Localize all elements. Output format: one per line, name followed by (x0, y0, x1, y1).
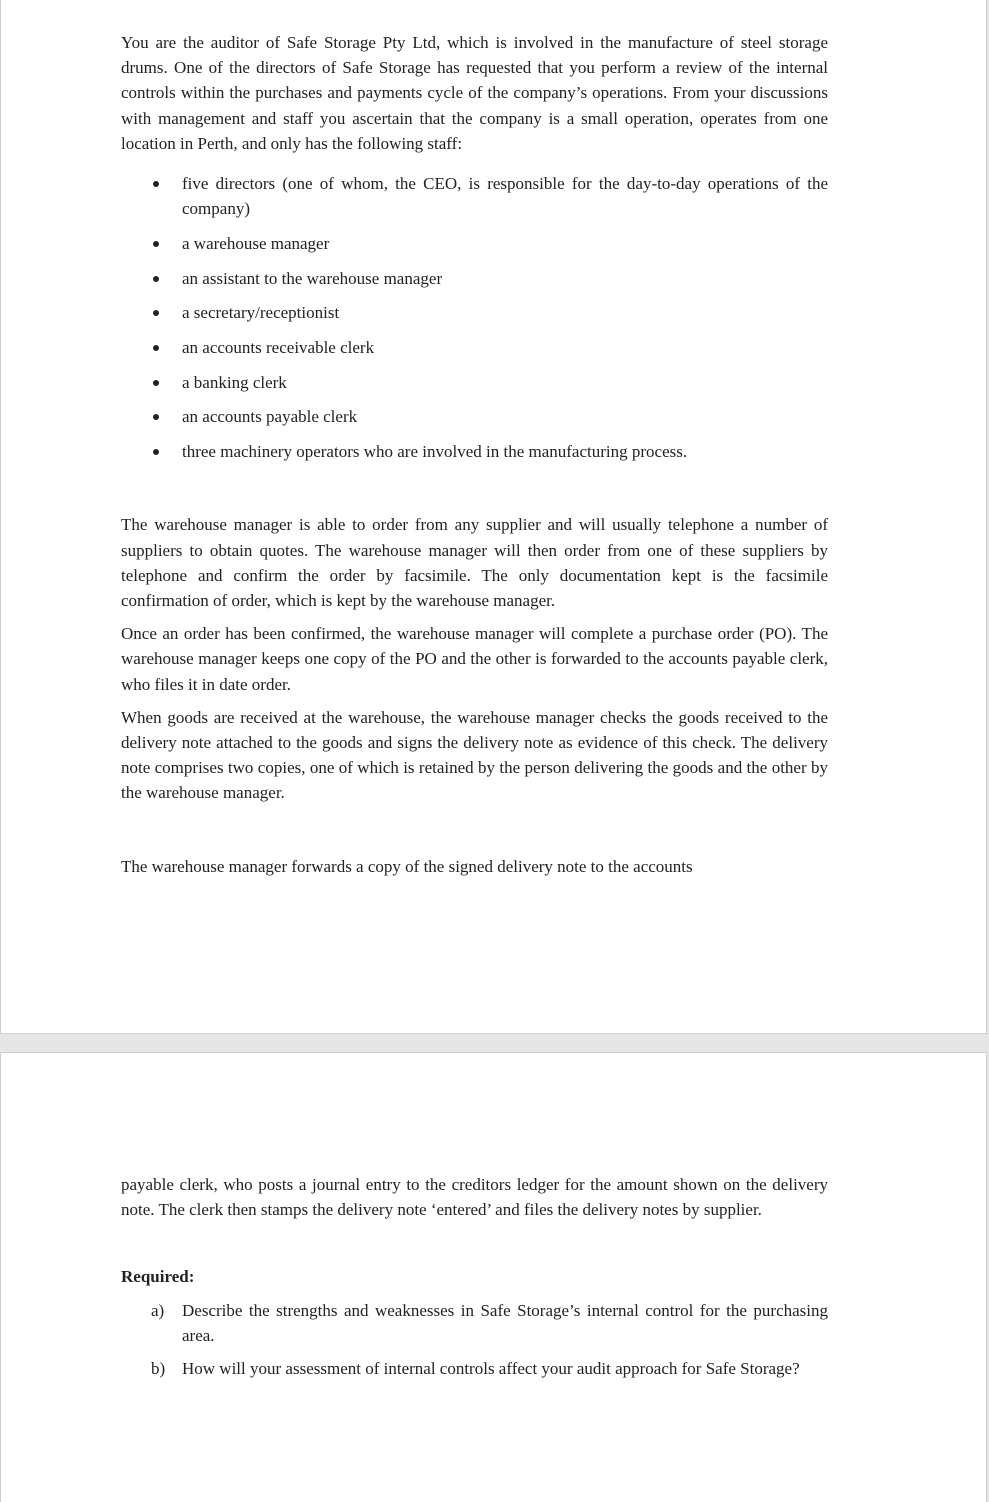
question-text: Describe the strengths and weaknesses in Safe Storage’s internal control for the purchasing area. (182, 1300, 828, 1345)
staff-list-item: three machinery operators who are involved in the manufacturing process. (121, 439, 828, 464)
bullet-icon (153, 276, 159, 282)
bullet-icon (153, 181, 159, 187)
question-text: How will your assessment of internal controls affect your audit approach for Safe Storage? (182, 1359, 800, 1379)
staff-list-item: an accounts receivable clerk (121, 335, 828, 360)
continued-paragraph: payable clerk, who posts a journal entry to the creditors ledger for the amount shown on the delivery note. The clerk then stamps the delivery note ‘entered’ and files the delivery notes by supplier. (121, 1175, 828, 1220)
purchase-order-paragraph: Once an order has been confirmed, the warehouse manager will complete a purchase order (PO). The warehouse manager keeps one copy of the PO and the other is forwarded to the accounts payable clerk, who files it in date order. (121, 624, 828, 694)
staff-list-item: five directors (one of whom, the CEO, is responsible for the day-to-day operations of the company) (121, 171, 828, 221)
goods-receipt-paragraph: When goods are received at the warehouse, the warehouse manager checks the goods received to the delivery note attached to the goods and signs the delivery note as evidence of this check. The delivery note comprises two copies, one of which is retained by the person delivering the goods and the other by the warehouse manager. (121, 707, 828, 803)
staff-list-item: a banking clerk (121, 370, 828, 395)
required-heading: Required: (121, 1267, 195, 1287)
question-marker: b) (151, 1359, 166, 1379)
intro-paragraph: You are the auditor of Safe Storage Pty Ltd, which is involved in the manufacture of steel storage drums. One of the directors of Safe Storage has requested that you perform a review of the internal controls within the purchases and payments cycle of the company’s operations. From your discussions with management and staff you ascertain that the company is a small operation, operates from one location in Perth, and only has the following staff: (121, 33, 828, 153)
staff-list-item: an accounts payable clerk (121, 404, 828, 429)
question-marker: a) (151, 1300, 165, 1320)
bullet-icon (153, 310, 159, 316)
bullet-icon (153, 241, 159, 247)
staff-list-item: an assistant to the warehouse manager (121, 266, 828, 291)
staff-list-item: a warehouse manager (121, 231, 828, 256)
question-item (121, 1298, 828, 1348)
page-1-content (121, 30, 828, 879)
page-2-content (121, 1172, 828, 1389)
question-list (121, 1298, 828, 1382)
question-item (121, 1356, 828, 1381)
staff-list-item: a secretary/receptionist (121, 300, 828, 325)
document-page-2 (0, 1052, 987, 1502)
bullet-icon (153, 449, 159, 455)
bullet-icon (153, 380, 159, 386)
bullet-icon (153, 345, 159, 351)
bullet-icon (153, 414, 159, 420)
ordering-paragraph: The warehouse manager is able to order from any supplier and will usually telephone a number of suppliers to obtain quotes. The warehouse manager will then order from one of these suppliers by telephone and confirm the order by facsimile. The only documentation kept is the facsimile confirmation of order, which is kept by the warehouse manager. (121, 515, 828, 610)
forwarding-paragraph: The warehouse manager forwards a copy of the signed delivery note to the accounts (121, 856, 693, 876)
staff-list (121, 171, 828, 464)
